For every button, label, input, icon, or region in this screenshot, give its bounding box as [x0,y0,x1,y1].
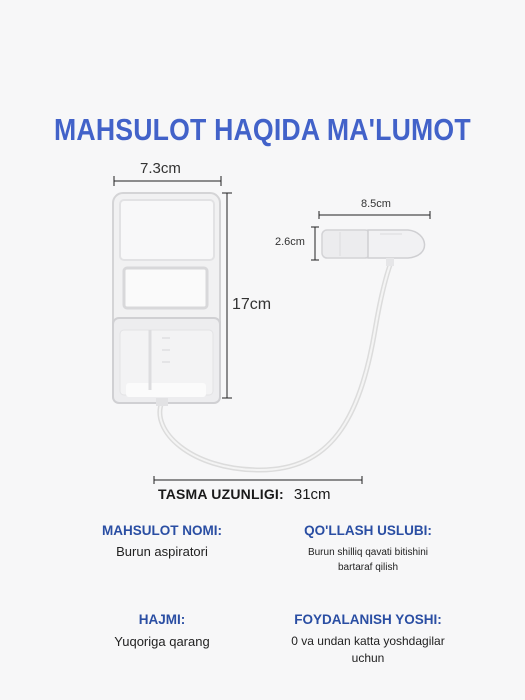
nozzle-diameter-dimension-line [311,227,319,260]
age-value [248,633,488,667]
volume-heading: HAJMI: [138,612,186,627]
age-heading: FOYDALANISH YOSHI: [294,612,442,627]
product-name-value: Burun aspiratori [116,544,208,559]
nozzle-length-label: 8.5cm [361,198,391,210]
age-value-line-2: uchun [351,651,385,665]
usage-value-line-1: Burun shilliq qavati bitishini [307,547,429,558]
width-label: 7.3cm [140,160,181,177]
nozzle-diameter-label: 2.6cm [275,236,305,248]
usage-value [248,545,488,575]
volume-value: Yuqoriga qarang [114,634,210,649]
strap-length-value: 31cm [293,486,331,503]
age-value-line-1: 0 va undan katta yoshdagilar [291,634,445,648]
nozzle-length-dimension-line [319,211,430,219]
height-dimension-line [222,193,232,398]
height-label: 17cm [232,296,272,313]
usage-heading: QO'LLASH USLUBI: [304,523,432,538]
strap-length-label: TASMA UZUNLIGI: [158,486,284,502]
strap-length-row [158,486,331,503]
strap-dimension-line [154,476,362,484]
aspirator-nozzle [322,230,425,266]
page-title: MAHSULOT HAQIDA MA'LUMOT [54,112,471,147]
aspirator-container [113,193,220,406]
width-dimension-line [114,176,221,186]
product-name-heading: MAHSULOT NOMI: [102,523,222,538]
usage-value-line-2: bartaraf qilish [337,562,399,573]
